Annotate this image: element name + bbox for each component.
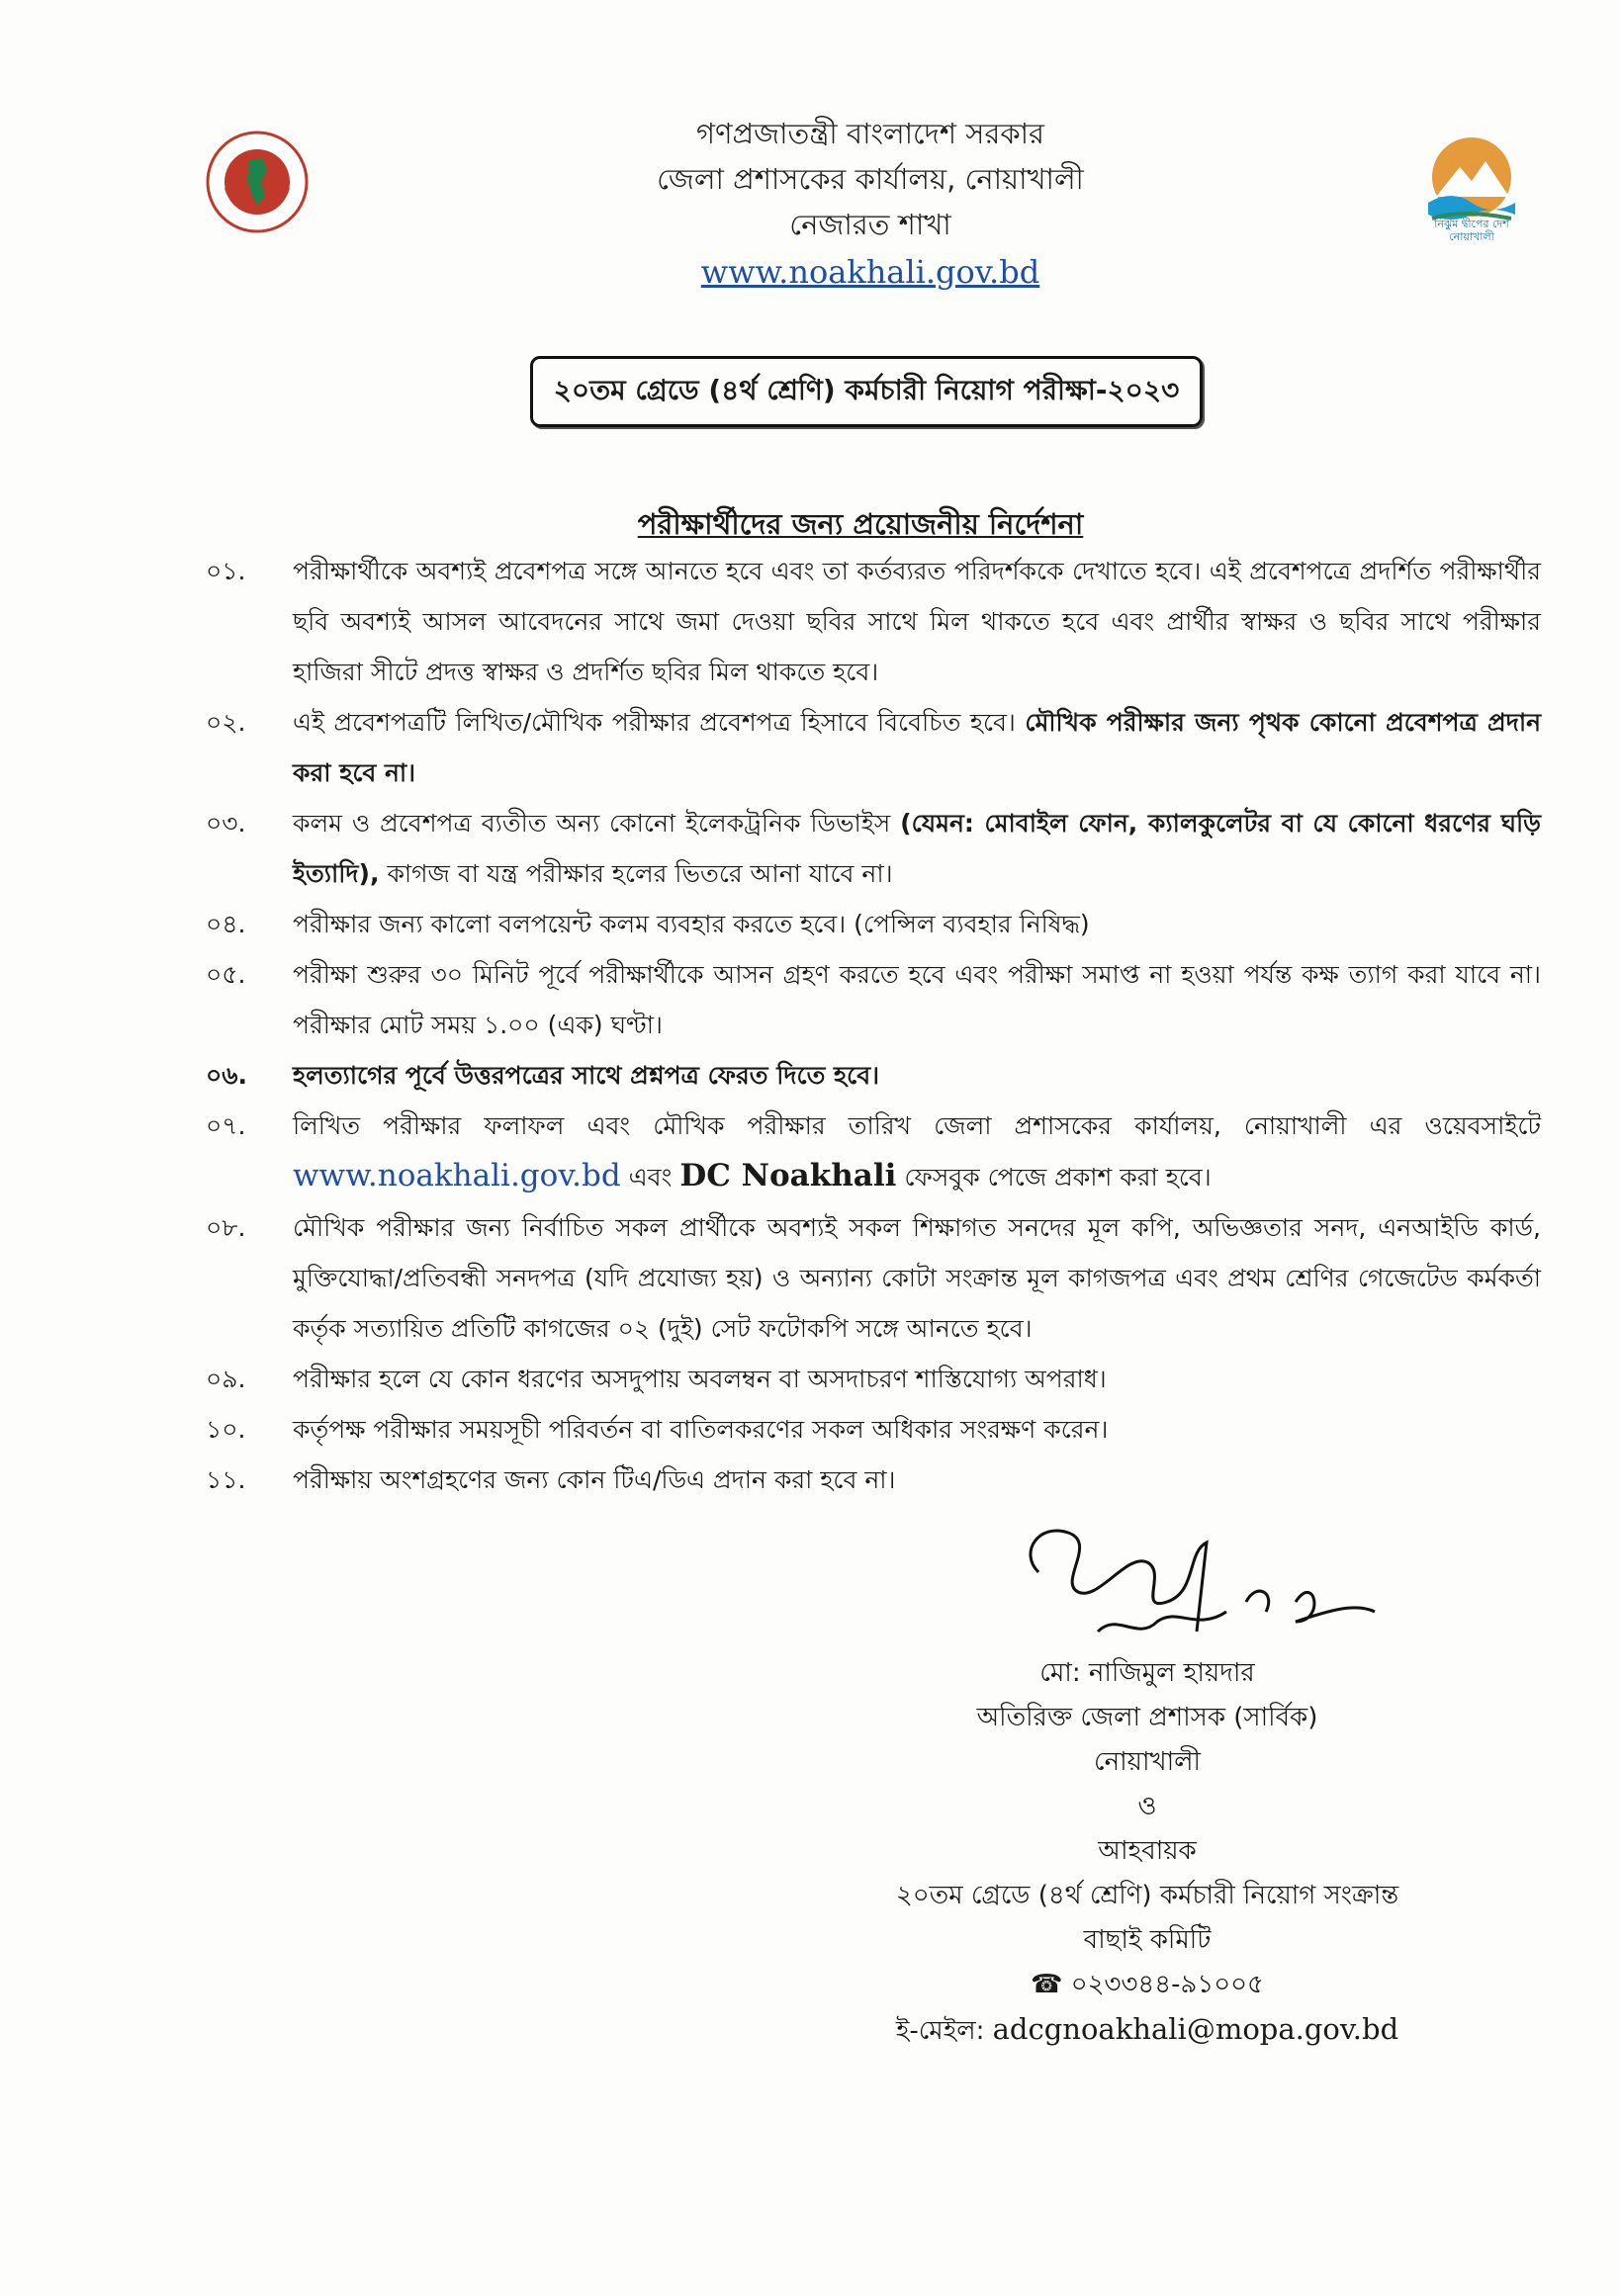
branch-name: নেজারত শাখা xyxy=(789,208,951,241)
list-item xyxy=(206,1455,1541,1505)
item-text-bold: মৌখিক পরীক্ষার জন্য পৃথক কোনো প্রবেশপত্র প্রদান করা হবে না। xyxy=(293,708,1542,787)
telephone-icon: ☎ xyxy=(1031,1970,1063,1999)
list-item xyxy=(206,949,1541,1050)
signatory-name: মো: নাজিমুল হায়দার xyxy=(1039,1658,1255,1688)
signatory-block xyxy=(811,1651,1484,2054)
item-text: মৌখিক পরীক্ষার জন্য নির্বাচিত সকল প্রার্থীকে অবশ্যই সকল শিক্ষাগত সনদের মূল কপি, অভিজ্ঞতার সনদ, এনআইডি কার্ড, মুক্তিযোদ্ধা/প্রতিবন্ধী সনদপত্র (যদি প্রযোজ্য হয়) ও অন্যান্য কোটা সংক্রান্ত মূল কাগজপত্র এবং প্রথম শ্রেণির গেজেটেড কর্মকর্তা কর্তৃক সত্যায়িত প্রতিটি কাগজের ০২ (দুই) সেট ফটোকপি সঙ্গে আনতে হবে। xyxy=(293,1213,1541,1343)
instructions-list xyxy=(206,546,1541,1505)
item-number: ১০. xyxy=(206,1415,246,1444)
website-link-inline[interactable]: www.noakhali.gov.bd xyxy=(293,1158,621,1193)
logo-caption xyxy=(1402,218,1541,243)
list-item xyxy=(206,546,1541,697)
website-link[interactable]: www.noakhali.gov.bd xyxy=(700,253,1040,291)
committee-line-2: বাছাই কমিটি xyxy=(1083,1925,1212,1955)
list-item xyxy=(206,1202,1541,1354)
item-number: ০১. xyxy=(206,557,246,585)
item-text-plain: কলম ও প্রবেশপত্র ব্যতীত অন্য কোনো ইলেকট্রনিক ডিভাইস xyxy=(293,809,891,838)
logo-caption-line-2: নোয়াখালী xyxy=(1449,230,1494,243)
conjunction: ও xyxy=(1137,1792,1157,1821)
item-number: ০৬. xyxy=(206,1061,248,1090)
item-text xyxy=(293,798,1541,899)
item-number: ০৮. xyxy=(206,1213,246,1242)
committee-line-1: ২০তম গ্রেডে (৪র্থ শ্রেণি) কর্মচারী নিয়োগ সংক্রান্ত xyxy=(895,1881,1399,1910)
signatory-designation: অতিরিক্ত জেলা প্রশাসক (সার্বিক) xyxy=(976,1703,1318,1732)
item-text-plain: এই প্রবেশপত্রটি লিখিত/মৌখিক পরীক্ষার প্রবেশপত্র হিসাবে বিবেচিত হবে। xyxy=(293,708,1016,737)
item-text: পরীক্ষা শুরুর ৩০ মিনিট পূর্বে পরীক্ষার্থীকে আসন গ্রহণ করতে হবে এবং পরীক্ষা সমাপ্ত না হওয়া পর্যন্ত কক্ষ ত্যাগ করা যাবে না। পরীক্ষার মোট সময় ১.০০ (এক) ঘণ্টা। xyxy=(293,960,1541,1039)
letterhead xyxy=(554,111,1187,297)
item-text: পরীক্ষার্থীকে অবশ্যই প্রবেশপত্র সঙ্গে আনতে হবে এবং তা কর্তব্যরত পরিদর্শককে দেখাতে হবে। এই প্রবেশপত্রে প্রদর্শিত পরীক্ষার্থীর ছবি অবশ্যই আসল আবেদনের সাথে জমা দেওয়া ছবির সাথে মিল থাকতে হবে এবং প্রার্থীর স্বাক্ষর ও ছবির সাথে পরীক্ষার হাজিরা সীটে প্রদত্ত স্বাক্ষর ও প্রদর্শিত ছবির মিল থাকতে হবে। xyxy=(293,557,1541,686)
item-text: পরীক্ষার হলে যে কোন ধরণের অসদুপায় অবলম্বন বা অসদাচরণ শাস্তিযোগ্য অপরাধ। xyxy=(293,1365,1107,1393)
item-number: ০৩. xyxy=(206,809,246,838)
list-item xyxy=(206,1404,1541,1455)
item-number: ০৪. xyxy=(206,910,246,938)
phone-number: ০২৩৩৪৪-৯১০০৫ xyxy=(1070,1970,1264,1999)
item-number: ০৫. xyxy=(206,960,246,989)
item-number: ১১. xyxy=(206,1465,246,1494)
list-item xyxy=(206,1354,1541,1404)
signatory-role: আহবায়ক xyxy=(1098,1836,1197,1866)
item-text: কর্তৃপক্ষ পরীক্ষার সময়সূচী পরিবর্তন বা বাতিলকরণের সকল অধিকার সংরক্ষণ করেন। xyxy=(293,1415,1109,1444)
handwritten-signature-icon xyxy=(999,1513,1434,1661)
phone-line xyxy=(811,1963,1484,2007)
facebook-page-name: DC Noakhali xyxy=(679,1158,897,1193)
item-text: পরীক্ষার জন্য কালো বলপয়েন্ট কলম ব্যবহার করতে হবে। (পেন্সিল ব্যবহার নিষিদ্ধ) xyxy=(293,910,1090,938)
item-text-plain: ফেসবুক পেজে প্রকাশ করা হবে। xyxy=(904,1163,1212,1192)
list-item xyxy=(206,697,1541,798)
item-text-plain: কাগজ বা যন্ত্র পরীক্ষার হলের ভিতরে আনা যাবে না। xyxy=(387,859,893,888)
office-name: জেলা প্রশাসকের কার্যালয়, নোয়াখালী xyxy=(657,162,1084,196)
item-text-bold: হলত্যাগের পূর্বে উত্তরপত্রের সাথে প্রশ্নপত্র ফেরত দিতে হবে। xyxy=(293,1061,880,1090)
item-number: ০৯. xyxy=(206,1365,246,1393)
item-text xyxy=(293,697,1541,798)
list-item xyxy=(206,899,1541,949)
item-text-plain: এবং xyxy=(628,1163,673,1192)
document-title: ২০তম গ্রেডে (৪র্থ শ্রেণি) কর্মচারী নিয়োগ পরীক্ষা-২০২৩ xyxy=(530,356,1203,427)
government-seal-icon xyxy=(206,131,309,233)
email-line xyxy=(811,2007,1484,2054)
item-text xyxy=(293,1101,1541,1202)
email-label: ই-মেইল: xyxy=(895,2016,985,2046)
list-item xyxy=(206,1050,1541,1101)
list-item xyxy=(206,798,1541,899)
item-text: পরীক্ষায় অংশগ্রহণের জন্য কোন টিএ/ডিএ প্রদান করা হবে না। xyxy=(293,1465,896,1494)
list-item xyxy=(206,1101,1541,1202)
item-text-plain: লিখিত পরীক্ষার ফলাফল এবং মৌখিক পরীক্ষার তারিখ জেলা প্রশাসকের কার্যালয়, নোয়াখালী এর ওয়েবসাইটে xyxy=(293,1111,1541,1140)
email-address[interactable]: adcgnoakhali@mopa.gov.bd xyxy=(992,2012,1399,2046)
item-text-bold: (যেমন: মোবাইল ফোন, ক্যালকুলেটর বা যে কোনো ধরণের ঘড়ি ইত্যাদি), xyxy=(293,809,1542,888)
instructions-heading: পরীক্ষার্থীদের জন্য প্রয়োজনীয় নির্দেশনা xyxy=(637,507,1084,541)
logo-caption-line-1: নিঝুম দ্বীপের দেশ xyxy=(1434,218,1509,230)
item-number: ০২. xyxy=(206,708,246,737)
signatory-district: নোয়াখালী xyxy=(1094,1747,1201,1777)
government-name: গণপ্রজাতন্ত্রী বাংলাদেশ সরকার xyxy=(695,117,1045,150)
item-number: ০৭. xyxy=(206,1111,246,1140)
